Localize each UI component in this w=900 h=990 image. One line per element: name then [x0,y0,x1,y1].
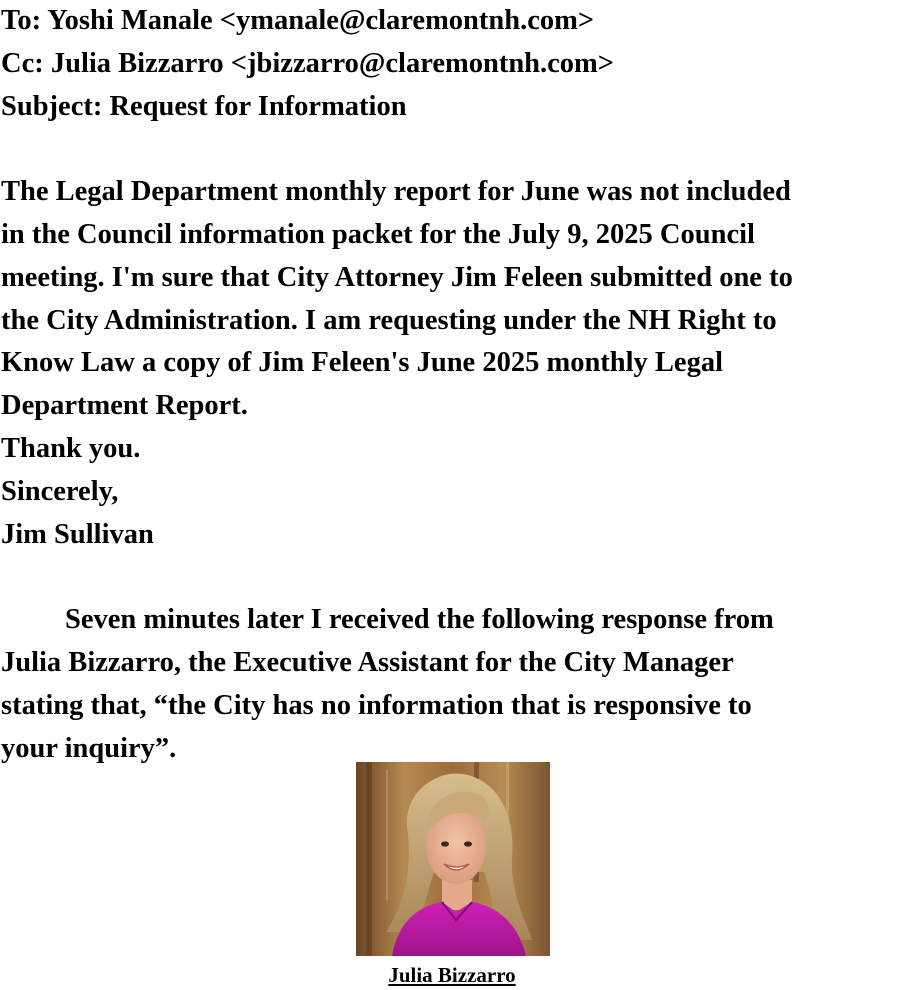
body-line: Department Report. [1,390,248,422]
narrative-line: Seven minutes later I received the following response from [65,604,774,636]
body-line: Know Law a copy of Jim Feleen's June 2025 monthly Legal [1,347,724,379]
email-cc-line: Cc: Julia Bizzarro <jbizzarro@claremontnh.com> [1,47,615,79]
body-line: meeting. I'm sure that City Attorney Jim Feleen submitted one to [1,261,793,293]
email-to-line: To: Yoshi Manale <ymanale@claremontnh.com> [1,5,595,36]
blank-line [1,128,897,171]
thanks-line: Thank you. [1,432,141,464]
signature-line: Jim Sullivan [1,518,154,550]
narrative-line: your inquiry”. [1,732,177,764]
blank-line [1,556,897,599]
email-body [1,171,897,428]
salutation-line: Sincerely, [1,475,119,507]
photo-caption: Julia Bizzarro [388,963,516,987]
narrative-paragraph [1,599,897,770]
body-line: the City Administration. I am requesting under the NH Right to [1,304,777,336]
email-subject-line: Subject: Request for Information [1,90,407,122]
portrait-photo [356,762,550,956]
portrait-image [356,762,550,956]
email-document [1,0,897,770]
narrative-line: stating that, “the City has no information that is responsive to [1,689,752,721]
narrative-line: Julia Bizzarro, the Executive Assistant for the City Manager [1,646,734,678]
body-line: The Legal Department monthly report for June was not included [1,176,791,208]
body-line: in the Council information packet for the July 9, 2025 Council [1,218,755,250]
